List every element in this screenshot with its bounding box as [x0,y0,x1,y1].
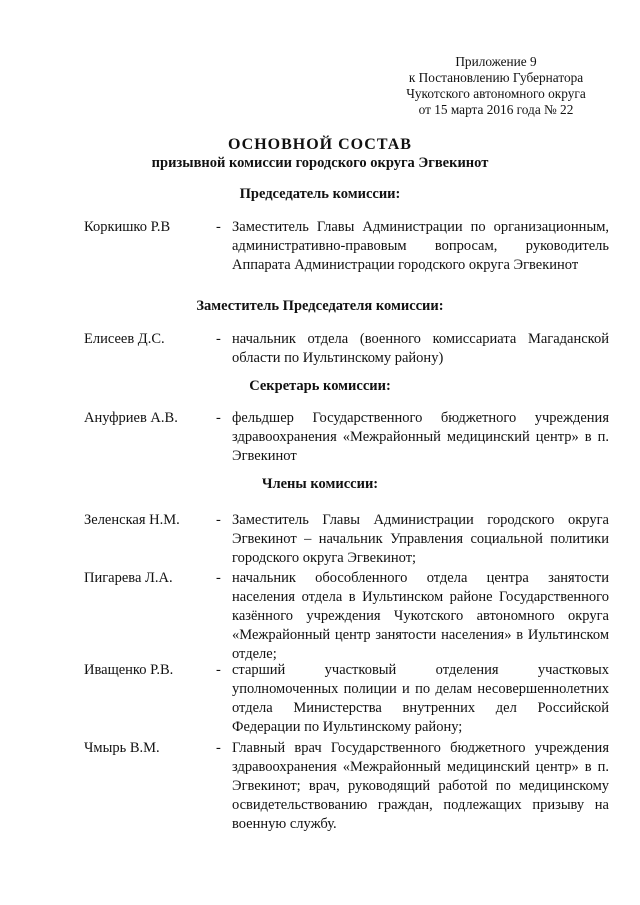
section-heading-deputy: Заместитель Председателя комиссии: [196,298,444,314]
member-position: фельдшер Государственного бюджетного учреждения здравоохранения «Межрайонный медицинский центр» в п. Эгвекинот [232,410,609,464]
member-name: Чмырь В.М. [84,740,160,756]
member-position: старший участковый отделения участковых уполномоченных полиции и по делам несовершеннолетних отдела Министерства внутренних дел Российской Федерации по Иультинскому району; [232,662,609,735]
appendix-line: к Постановлению Губернатора [408,70,584,85]
section-heading-secretary: Секретарь комиссии: [249,378,391,394]
member-entry [84,409,609,466]
member-name: Коркишко Р.В [84,219,171,235]
entry-dash: - [216,662,221,678]
member-position: начальник обособленного отдела центра занятости населения отдела в Иультинском районе Государственного казённого учреждения Чукотского автономного округа «Межрайонный центр занятости населения» в Иультинском отделе; [232,570,609,662]
appendix-line: Приложение 9 [455,54,537,69]
entry-dash: - [216,570,221,586]
member-name: Пигарева Л.А. [84,570,173,586]
appendix-line: от 15 марта 2016 года № 22 [418,102,574,117]
member-entry [84,511,609,568]
entry-dash: - [216,331,221,347]
member-name: Иващенко Р.В. [84,662,174,678]
section-heading-members: Члены комиссии: [261,476,379,492]
appendix-line: Чукотского автономного округа [406,86,586,101]
member-name: Елисеев Д.С. [84,331,165,347]
member-entry [84,661,609,737]
member-entry [84,330,609,368]
appendix-header [386,54,606,118]
section-heading-chairman: Председатель комиссии: [239,186,401,202]
member-position: Заместитель Главы Администрации по организационным, административно-правовым вопросам, руководитель Аппарата Администрации городского округа Эгвекинот [232,219,609,273]
member-name: Зеленская Н.М. [84,512,180,528]
member-entry [84,739,609,834]
entry-dash: - [216,410,221,426]
member-entry [84,218,609,275]
member-entry [84,569,609,664]
member-position: начальник отдела (военного комиссариата Магаданской области по Иультинскому району) [232,331,609,366]
document-title: ОСНОВНОЙ СОСТАВ [228,136,412,153]
entry-dash: - [216,512,221,528]
entry-dash: - [216,219,221,235]
member-position: Главный врач Государственного бюджетного учреждения здравоохранения «Межрайонный медицинский центр» в п. Эгвекинот; врач, руководящий работой по медицинскому освидетельствованию граждан, подлежащих призыву на военную службу. [232,740,609,832]
member-position: Заместитель Главы Администрации городского округа Эгвекинот – начальник Управления социальной политики городского округа Эгвекинот; [232,512,609,566]
entry-dash: - [216,740,221,756]
document-subtitle: призывной комиссии городского округа Эгвекинот [151,155,489,171]
member-name: Ануфриев А.В. [84,410,178,426]
